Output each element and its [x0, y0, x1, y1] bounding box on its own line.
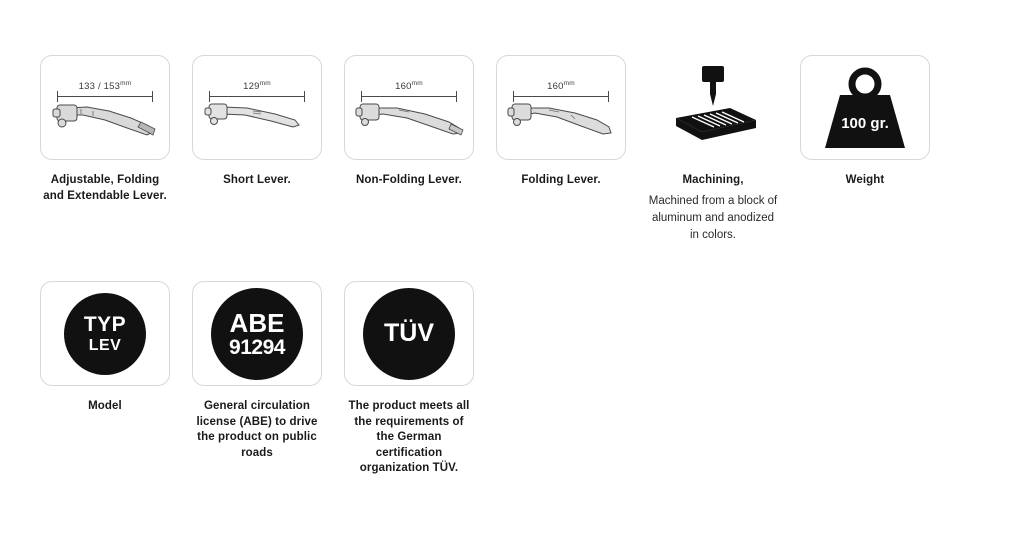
feature-weight	[800, 55, 930, 189]
badge-line-1: TÜV	[384, 319, 434, 348]
feature-caption: Weight	[845, 174, 885, 186]
feature-row-top	[40, 55, 984, 244]
tuv-badge-icon	[363, 288, 455, 380]
feature-card	[496, 55, 626, 160]
feature-caption: Short Lever.	[223, 174, 291, 186]
lever-drawing	[353, 102, 465, 142]
dimension-label: $129^{mm}$	[243, 79, 271, 92]
badge-line-2: 91294	[229, 335, 285, 359]
feature-folding-lever	[496, 55, 626, 189]
dimension-line	[57, 96, 153, 97]
feature-caption: Folding Lever.	[521, 174, 601, 186]
badge-line-2: LEV	[88, 336, 122, 354]
feature-card	[192, 55, 322, 160]
dimension-line	[209, 96, 305, 97]
feature-machining	[648, 55, 778, 244]
lever-icon	[45, 62, 165, 154]
lever-icon	[349, 62, 469, 154]
lever-icon	[501, 62, 621, 154]
feature-tuv-certification	[344, 281, 474, 477]
dimension-line	[513, 96, 609, 97]
feature-card	[192, 281, 322, 386]
feature-card	[648, 55, 778, 160]
dimension-unit: mm	[259, 79, 271, 87]
dimension-unit: mm	[120, 79, 132, 87]
feature-caption: The product meets all the requirements of the German certification organization TÜV.	[348, 400, 470, 475]
lever-drawing	[49, 102, 161, 142]
model-badge-icon	[64, 293, 146, 375]
feature-caption: Non-Folding Lever.	[356, 174, 462, 186]
dimension-label: $160^{mm}$	[547, 79, 575, 92]
dimension-label: $160^{mm}$	[395, 79, 423, 92]
dimension-line	[361, 96, 457, 97]
lever-icon	[197, 62, 317, 154]
badge-line-1: ABE	[229, 307, 285, 338]
dimension-label: $133 / 153^{mm}$	[78, 79, 132, 92]
badge-line-1: TYP	[83, 312, 127, 336]
feature-caption: Model	[88, 400, 122, 413]
feature-caption: Adjustable, Folding and Extendable Lever.	[43, 174, 167, 202]
feature-caption: Machining,	[682, 174, 744, 186]
feature-adjustable-folding-extendable-lever	[40, 55, 170, 204]
weight-drawing	[810, 62, 920, 154]
weight-icon	[810, 62, 920, 154]
cnc-machining-icon	[658, 62, 768, 154]
feature-card	[800, 55, 930, 160]
weight-value: 100 gr.	[841, 114, 889, 132]
feature-subcaption: Machined from a block of aluminum and anodized in colors.	[648, 194, 778, 242]
dimension-unit: mm	[411, 79, 423, 87]
feature-card	[344, 281, 474, 386]
feature-model	[40, 281, 170, 415]
feature-short-lever	[192, 55, 322, 189]
lever-drawing	[505, 102, 617, 142]
feature-caption: General circulation license (ABE) to drive the product on public roads	[196, 400, 318, 459]
dimension-unit: mm	[563, 79, 575, 87]
feature-abe-certification	[192, 281, 322, 461]
feature-row-bottom	[40, 281, 984, 477]
feature-card	[40, 281, 170, 386]
feature-non-folding-lever	[344, 55, 474, 189]
feature-card	[344, 55, 474, 160]
lever-drawing	[201, 102, 313, 142]
abe-badge-icon	[211, 288, 303, 380]
feature-card	[40, 55, 170, 160]
